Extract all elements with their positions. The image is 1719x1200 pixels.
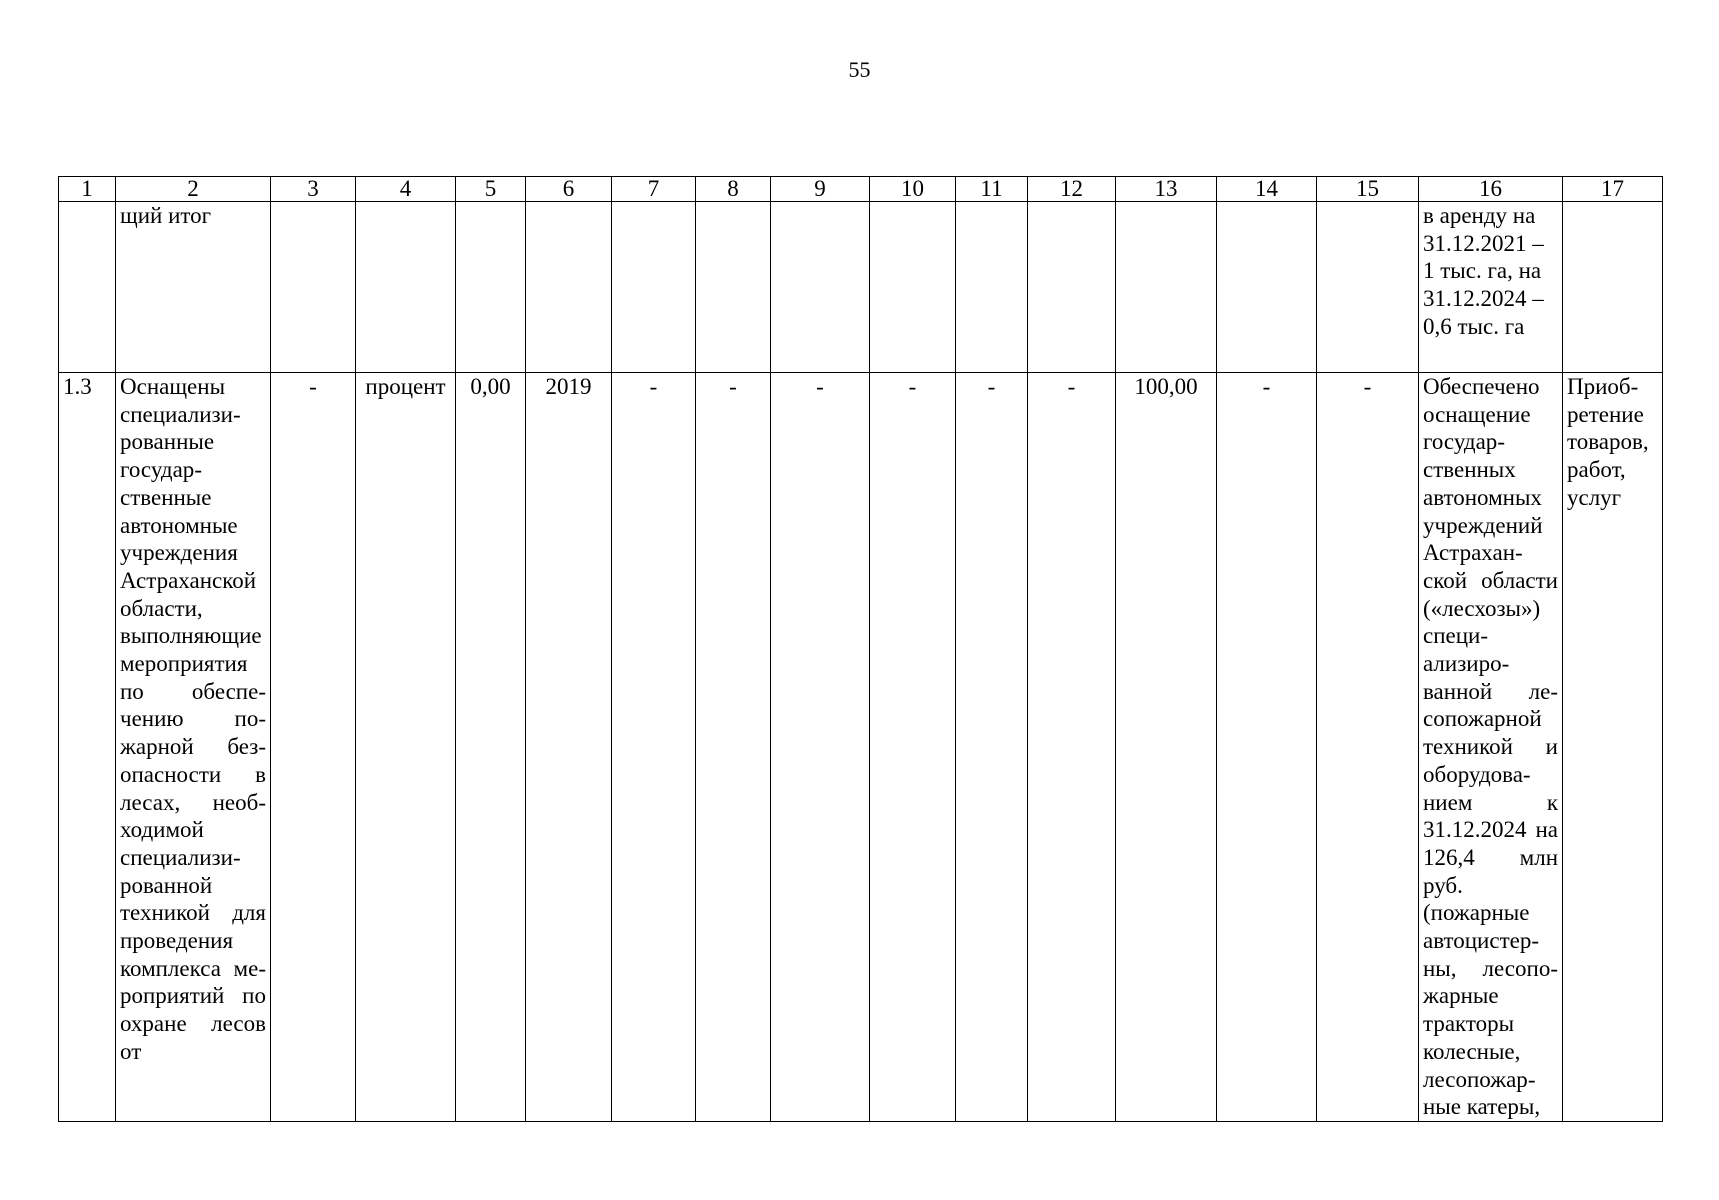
table-cell bbox=[271, 202, 356, 373]
header-cell: 16 bbox=[1419, 177, 1563, 202]
cell-name-continuation: щий итог bbox=[116, 202, 271, 373]
cell-result-continuation: в аренду на 31.12.2021 – 1 тыс. га, на 31.12.2024 – 0,6 тыс. га bbox=[1419, 202, 1563, 373]
header-cell: 11 bbox=[956, 177, 1028, 202]
table-cell bbox=[612, 202, 696, 373]
table-row-continuation bbox=[59, 202, 1663, 373]
header-cell: 2 bbox=[116, 177, 271, 202]
cell-col12: - bbox=[1028, 373, 1116, 1122]
table-cell bbox=[59, 202, 116, 373]
table-cell bbox=[696, 202, 771, 373]
table-cell bbox=[456, 202, 526, 373]
cell-col11: - bbox=[956, 373, 1028, 1122]
table-cell bbox=[870, 202, 956, 373]
cell-type: Приобретение товаров, работ, услуг bbox=[1563, 373, 1663, 1122]
table-cell bbox=[1028, 202, 1116, 373]
header-cell: 1 bbox=[59, 177, 116, 202]
page-number: 55 bbox=[848, 57, 871, 82]
header-cell: 5 bbox=[456, 177, 526, 202]
table-cell bbox=[1217, 202, 1317, 373]
table-header-row bbox=[59, 177, 1663, 202]
table-cell bbox=[1563, 202, 1663, 373]
header-cell: 3 bbox=[271, 177, 356, 202]
table-cell bbox=[356, 202, 456, 373]
header-cell: 4 bbox=[356, 177, 456, 202]
cell-col8: - bbox=[696, 373, 771, 1122]
cell-base-value: 0,00 bbox=[456, 373, 526, 1122]
header-cell: 17 bbox=[1563, 177, 1663, 202]
table-cell bbox=[1317, 202, 1419, 373]
cell-col15: - bbox=[1317, 373, 1419, 1122]
cell-col3: - bbox=[271, 373, 356, 1122]
header-cell: 10 bbox=[870, 177, 956, 202]
header-cell: 15 bbox=[1317, 177, 1419, 202]
cell-name: Оснащены специализированные государственные автономные учреждения Астраханской области, выполняющие мероприятия по обеспечению пожарной безопасности в лесах, необходимой специализированной техникой для проведения комплекса мероприятий по охране лесов от bbox=[116, 373, 271, 1122]
cell-col13: 100,00 bbox=[1116, 373, 1217, 1122]
cell-col14: - bbox=[1217, 373, 1317, 1122]
table-row-1-3 bbox=[59, 373, 1663, 1122]
table-cell bbox=[956, 202, 1028, 373]
header-cell: 13 bbox=[1116, 177, 1217, 202]
header-cell: 14 bbox=[1217, 177, 1317, 202]
header-cell: 8 bbox=[696, 177, 771, 202]
cell-result: Обеспечено оснащение государственных автономных учреждений Астраханской области («лесхозы») специализированной лесопожарной техникой и оборудованием к 31.12.2024 на 126,4 млн руб. (пожарные автоцистерны, лесопожарные тракторы колесные, лесопожарные катеры, bbox=[1419, 373, 1563, 1122]
header-cell: 6 bbox=[526, 177, 612, 202]
cell-col7: - bbox=[612, 373, 696, 1122]
header-cell: 12 bbox=[1028, 177, 1116, 202]
cell-col10: - bbox=[870, 373, 956, 1122]
table-cell bbox=[771, 202, 870, 373]
header-cell: 9 bbox=[771, 177, 870, 202]
cell-col9: - bbox=[771, 373, 870, 1122]
program-table bbox=[58, 176, 1663, 1122]
cell-number: 1.3 bbox=[59, 373, 116, 1122]
table-cell bbox=[1116, 202, 1217, 373]
cell-unit: процент bbox=[356, 373, 456, 1122]
cell-base-year: 2019 bbox=[526, 373, 612, 1122]
header-cell: 7 bbox=[612, 177, 696, 202]
table-cell bbox=[526, 202, 612, 373]
